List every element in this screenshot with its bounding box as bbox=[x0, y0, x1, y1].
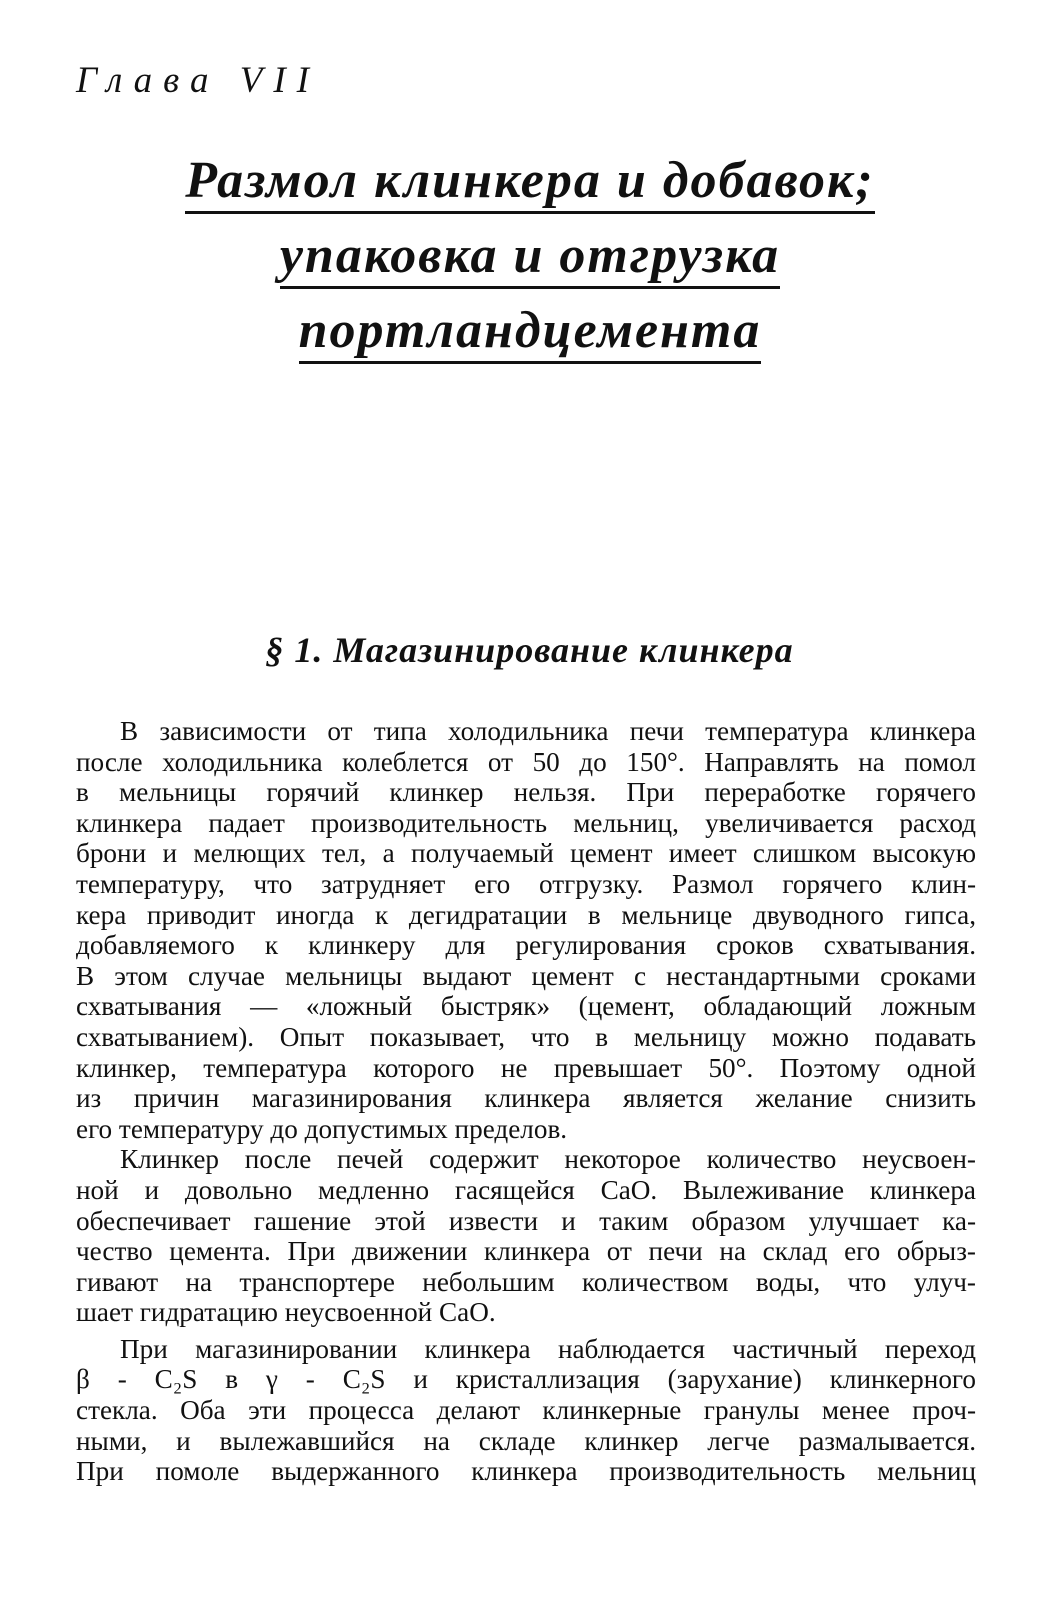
section-heading: § 1. Магазинирование клинкера bbox=[265, 630, 794, 670]
text-line: гивают на транспортере небольшим количеством воды, что улуч- bbox=[76, 1266, 976, 1297]
text-line: температуру, что затрудняет его отгрузку. Размол горячего клин- bbox=[76, 868, 976, 899]
text-line: в мельницы горячий клинкер нельзя. При переработке горячего bbox=[76, 777, 976, 808]
text-line: обеспечивает гашение этой извести и таким образом улучшает ка- bbox=[76, 1205, 976, 1236]
chapter-title-line-3: портландцемента bbox=[299, 305, 762, 364]
text-line: клинкера падает производительность мельниц, увеличивается расход bbox=[76, 807, 976, 838]
text-line: β - C₂S в γ - C₂S и кристаллизация (зарухание) клинкерного bbox=[76, 1364, 976, 1395]
text-line: Клинкер после печей содержит некоторое количество неусвоен- bbox=[120, 1144, 976, 1175]
text-line: брони и мелющих тел, а получаемый цемент имеет слишком высокую bbox=[76, 838, 976, 869]
paragraph-1 bbox=[76, 716, 976, 1144]
text-line: после холодильника колеблется от 50 до 150°. Направлять на помол bbox=[76, 746, 976, 777]
text-line: В зависимости от типа холодильника печи температура клинкера bbox=[120, 716, 976, 746]
paragraph-2 bbox=[76, 1144, 976, 1328]
text-line: добавляемого к клинкеру для регулирования сроков схватывания. bbox=[76, 930, 976, 961]
chapter-title bbox=[150, 152, 910, 380]
text-line: его температуру до допустимых пределов. bbox=[76, 1113, 568, 1144]
text-line: ными, и вылежавшийся на складе клинкер легче размалывается. bbox=[76, 1425, 976, 1456]
text-line: В этом случае мельницы выдают цемент с нестандартными сроками bbox=[76, 960, 976, 991]
body-text bbox=[76, 716, 976, 1487]
text-line: кера приводит иногда к дегидратации в мельнице двуводного гипса, bbox=[76, 899, 976, 930]
text-line: стекла. Оба эти процесса делают клинкерные гранулы менее проч- bbox=[76, 1395, 976, 1426]
chapter-label: Глава VII bbox=[76, 60, 320, 101]
paragraph-3 bbox=[76, 1334, 976, 1487]
text-line: из причин магазинирования клинкера является желание снизить bbox=[76, 1083, 976, 1114]
text-line: При помоле выдержанного клинкера производительность мельниц bbox=[76, 1456, 976, 1487]
text-line: клинкер, температура которого не превышает 50°. Поэтому одной bbox=[76, 1052, 976, 1083]
text-line: шает гидратацию неусвоенной CaO. bbox=[76, 1297, 496, 1328]
chapter-title-line-2: упаковка и отгрузка bbox=[280, 230, 780, 289]
text-line: схватывания — «ложный быстряк» (цемент, обладающий ложным bbox=[76, 991, 976, 1022]
text-line: При магазинировании клинкера наблюдается частичный переход bbox=[120, 1333, 976, 1364]
text-line: ной и довольно медленно гасящейся CaO. Вылеживание клинкера bbox=[76, 1174, 976, 1205]
text-line: схватыванием). Опыт показывает, что в мельницу можно подавать bbox=[76, 1021, 976, 1052]
text-line: чество цемента. При движении клинкера от печи на склад его обрыз- bbox=[76, 1236, 976, 1267]
chapter-title-line-1: Размол клинкера и добавок; bbox=[185, 155, 874, 214]
